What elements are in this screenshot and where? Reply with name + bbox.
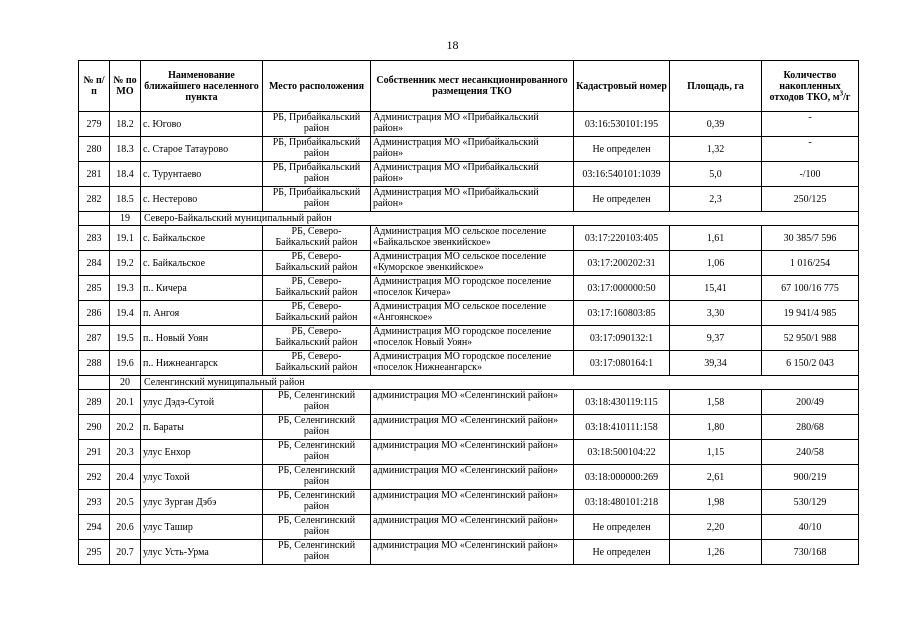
row-owner: Администрация МО «Прибайкальский район» — [371, 187, 574, 212]
row-settlement: с. Байкальское — [141, 251, 263, 276]
row-mo: 19.2 — [110, 251, 141, 276]
row-owner: администрация МО «Селенгинский район» — [371, 490, 574, 515]
table-row — [79, 301, 859, 326]
section-row — [79, 376, 859, 390]
row-volume: 52 950/1 988 — [762, 326, 859, 351]
table-row — [79, 440, 859, 465]
row-settlement: п.. Новый Уоян — [141, 326, 263, 351]
row-num: 291 — [79, 440, 110, 465]
row-owner: Администрация МО городское поселение «поселок Кичера» — [371, 276, 574, 301]
row-volume: 30 385/7 596 — [762, 226, 859, 251]
row-settlement: улус Дэдэ-Сутой — [141, 390, 263, 415]
row-settlement: с. Байкальское — [141, 226, 263, 251]
row-owner: Администрация МО сельское поселение «Байкальское эвенкийское» — [371, 226, 574, 251]
table-header-row — [79, 61, 859, 112]
row-mo: 18.4 — [110, 162, 141, 187]
row-owner: Администрация МО сельское поселение «Куморское эвенкийское» — [371, 251, 574, 276]
table-row — [79, 187, 859, 212]
row-owner: Администрация МО «Прибайкальский район» — [371, 137, 574, 162]
row-num: 282 — [79, 187, 110, 212]
row-owner: Администрация МО «Прибайкальский район» — [371, 112, 574, 137]
row-cadastral: 03:18:430119:115 — [574, 390, 670, 415]
row-mo: 18.3 — [110, 137, 141, 162]
row-mo: 18.5 — [110, 187, 141, 212]
row-mo: 20.4 — [110, 465, 141, 490]
row-settlement: п.. Кичера — [141, 276, 263, 301]
header-owner: Собственник мест несанкционированного размещения ТКО — [371, 61, 574, 112]
row-area: 1,06 — [670, 251, 762, 276]
row-num: 293 — [79, 490, 110, 515]
row-location: РБ, Селенгинский район — [263, 540, 371, 565]
row-settlement: с. Югово — [141, 112, 263, 137]
header-volume-tail: /г — [843, 91, 851, 103]
row-location: РБ, Прибайкальский район — [263, 137, 371, 162]
row-area: 1,26 — [670, 540, 762, 565]
row-cadastral: Не определен — [574, 187, 670, 212]
row-area: 2,61 — [670, 465, 762, 490]
row-num: 288 — [79, 351, 110, 376]
row-cadastral: 03:16:540101:1039 — [574, 162, 670, 187]
row-cadastral: 03:17:090132:1 — [574, 326, 670, 351]
row-location: РБ, Селенгинский район — [263, 490, 371, 515]
row-mo: 18.2 — [110, 112, 141, 137]
row-settlement: улус Усть-Урма — [141, 540, 263, 565]
row-mo: 19.1 — [110, 226, 141, 251]
row-owner: Администрация МО городское поселение «поселок Новый Уоян» — [371, 326, 574, 351]
section-empty-cell — [79, 212, 110, 226]
row-volume: 730/168 — [762, 540, 859, 565]
row-area: 2,3 — [670, 187, 762, 212]
section-title: Селенгинский муниципальный район — [141, 376, 859, 390]
row-volume: 900/219 — [762, 465, 859, 490]
table-row — [79, 465, 859, 490]
table-row — [79, 226, 859, 251]
row-cadastral: 03:16:530101:195 — [574, 112, 670, 137]
row-num: 279 — [79, 112, 110, 137]
row-num: 284 — [79, 251, 110, 276]
row-cadastral: 03:17:220103:405 — [574, 226, 670, 251]
row-cadastral: 03:18:500104:22 — [574, 440, 670, 465]
row-mo: 19.3 — [110, 276, 141, 301]
table-body — [79, 112, 859, 565]
row-settlement: п. Ангоя — [141, 301, 263, 326]
table-row — [79, 112, 859, 137]
row-volume: 530/129 — [762, 490, 859, 515]
table-row — [79, 251, 859, 276]
header-volume — [762, 61, 859, 112]
row-num: 280 — [79, 137, 110, 162]
section-mo: 19 — [110, 212, 141, 226]
row-owner: администрация МО «Селенгинский район» — [371, 390, 574, 415]
row-mo: 20.3 — [110, 440, 141, 465]
table-row — [79, 540, 859, 565]
row-settlement: улус Тохой — [141, 465, 263, 490]
section-row — [79, 212, 859, 226]
row-num: 289 — [79, 390, 110, 415]
row-location: РБ, Северо-Байкальский район — [263, 351, 371, 376]
row-area: 1,98 — [670, 490, 762, 515]
row-num: 285 — [79, 276, 110, 301]
row-cadastral: 03:17:160803:85 — [574, 301, 670, 326]
row-num: 281 — [79, 162, 110, 187]
waste-sites-table — [78, 60, 859, 565]
row-mo: 20.1 — [110, 390, 141, 415]
row-owner: Администрация МО городское поселение «поселок Нижнеангарск» — [371, 351, 574, 376]
row-location: РБ, Селенгинский район — [263, 440, 371, 465]
row-location: РБ, Селенгинский район — [263, 390, 371, 415]
row-num: 290 — [79, 415, 110, 440]
row-area: 39,34 — [670, 351, 762, 376]
row-mo: 20.2 — [110, 415, 141, 440]
row-location: РБ, Прибайкальский район — [263, 162, 371, 187]
table-row — [79, 351, 859, 376]
row-cadastral: 03:18:480101:218 — [574, 490, 670, 515]
page-number: 18 — [446, 38, 459, 52]
row-settlement: с. Старое Татаурово — [141, 137, 263, 162]
row-mo: 20.7 — [110, 540, 141, 565]
row-num: 286 — [79, 301, 110, 326]
row-mo: 20.6 — [110, 515, 141, 540]
table-row — [79, 415, 859, 440]
row-num: 283 — [79, 226, 110, 251]
row-location: РБ, Селенгинский район — [263, 465, 371, 490]
header-mo: № по МО — [110, 61, 141, 112]
row-mo: 19.5 — [110, 326, 141, 351]
row-settlement: с. Нестерово — [141, 187, 263, 212]
row-area: 1,80 — [670, 415, 762, 440]
row-owner: администрация МО «Селенгинский район» — [371, 465, 574, 490]
row-settlement: п.. Нижнеангарск — [141, 351, 263, 376]
row-location: РБ, Прибайкальский район — [263, 187, 371, 212]
header-volume-sup: 3 — [839, 89, 844, 98]
row-cadastral: 03:18:000000:269 — [574, 465, 670, 490]
row-settlement: с. Турунтаево — [141, 162, 263, 187]
row-owner: Администрация МО сельское поселение «Ангоянское» — [371, 301, 574, 326]
row-cadastral: Не определен — [574, 137, 670, 162]
row-location: РБ, Прибайкальский район — [263, 112, 371, 137]
row-volume: 240/58 — [762, 440, 859, 465]
row-volume: 280/68 — [762, 415, 859, 440]
row-area: 15,41 — [670, 276, 762, 301]
row-volume: - — [762, 112, 859, 137]
row-cadastral: 03:17:200202:31 — [574, 251, 670, 276]
row-owner: Администрация МО «Прибайкальский район» — [371, 162, 574, 187]
row-location: РБ, Селенгинский район — [263, 415, 371, 440]
table-row — [79, 515, 859, 540]
row-area: 1,15 — [670, 440, 762, 465]
row-location: РБ, Северо-Байкальский район — [263, 301, 371, 326]
row-volume: 6 150/2 043 — [762, 351, 859, 376]
row-cadastral: Не определен — [574, 515, 670, 540]
row-area: 1,61 — [670, 226, 762, 251]
row-volume: - — [762, 137, 859, 162]
header-area: Площадь, га — [670, 61, 762, 112]
row-volume: 19 941/4 985 — [762, 301, 859, 326]
section-empty-cell — [79, 376, 110, 390]
section-title: Северо-Байкальский муниципальный район — [141, 212, 859, 226]
table-row — [79, 276, 859, 301]
row-owner: администрация МО «Селенгинский район» — [371, 440, 574, 465]
row-location: РБ, Северо-Байкальский район — [263, 251, 371, 276]
header-num: № п/п — [79, 61, 110, 112]
row-volume: 67 100/16 775 — [762, 276, 859, 301]
row-num: 295 — [79, 540, 110, 565]
table-row — [79, 162, 859, 187]
row-volume: 250/125 — [762, 187, 859, 212]
row-owner: администрация МО «Селенгинский район» — [371, 415, 574, 440]
row-owner: администрация МО «Селенгинский район» — [371, 515, 574, 540]
row-area: 0,39 — [670, 112, 762, 137]
row-settlement: п. Бараты — [141, 415, 263, 440]
header-name: Наименование ближайшего населенного пункта — [141, 61, 263, 112]
row-area: 5,0 — [670, 162, 762, 187]
row-location: РБ, Северо-Байкальский район — [263, 276, 371, 301]
row-settlement: улус Ташир — [141, 515, 263, 540]
row-num: 294 — [79, 515, 110, 540]
row-settlement: улус Енхор — [141, 440, 263, 465]
row-num: 292 — [79, 465, 110, 490]
row-location: РБ, Северо-Байкальский район — [263, 226, 371, 251]
row-volume: 200/49 — [762, 390, 859, 415]
row-mo: 19.6 — [110, 351, 141, 376]
row-mo: 20.5 — [110, 490, 141, 515]
table-row — [79, 490, 859, 515]
row-owner: администрация МО «Селенгинский район» — [371, 540, 574, 565]
row-cadastral: 03:17:080164:1 — [574, 351, 670, 376]
row-area: 1,32 — [670, 137, 762, 162]
section-mo: 20 — [110, 376, 141, 390]
row-area: 2,20 — [670, 515, 762, 540]
row-area: 3,30 — [670, 301, 762, 326]
header-cadastral: Кадастровый номер — [574, 61, 670, 112]
row-area: 1,58 — [670, 390, 762, 415]
header-location: Место расположения — [263, 61, 371, 112]
row-cadastral: Не определен — [574, 540, 670, 565]
row-volume: -/100 — [762, 162, 859, 187]
row-cadastral: 03:17:000000:50 — [574, 276, 670, 301]
row-num: 287 — [79, 326, 110, 351]
row-cadastral: 03:18:410111:158 — [574, 415, 670, 440]
table-row — [79, 137, 859, 162]
header-volume-text: Количество накопленных отходов ТКО, м — [769, 69, 841, 103]
row-location: РБ, Северо-Байкальский район — [263, 326, 371, 351]
row-location: РБ, Селенгинский район — [263, 515, 371, 540]
row-mo: 19.4 — [110, 301, 141, 326]
table-row — [79, 390, 859, 415]
row-settlement: улус Зурган Дэбэ — [141, 490, 263, 515]
row-volume: 40/10 — [762, 515, 859, 540]
table-row — [79, 326, 859, 351]
row-volume: 1 016/254 — [762, 251, 859, 276]
row-area: 9,37 — [670, 326, 762, 351]
